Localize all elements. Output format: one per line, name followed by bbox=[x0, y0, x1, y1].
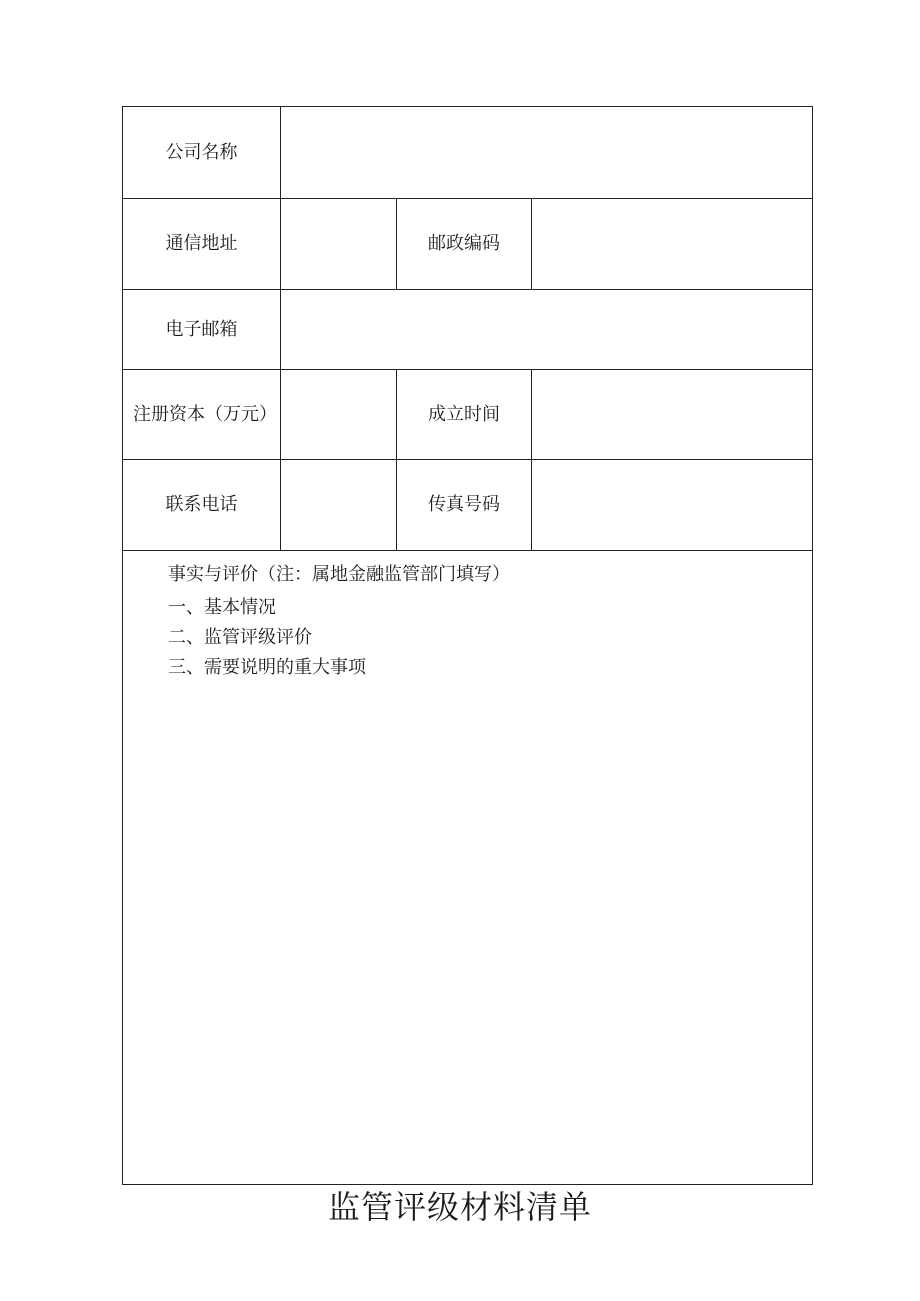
company-info-form bbox=[122, 106, 813, 1185]
address-row bbox=[123, 199, 813, 290]
capital-label: 注册资本（万元） bbox=[123, 370, 281, 460]
notes-item-rating-evaluation: 二、监管评级评价 bbox=[168, 627, 312, 648]
postcode-label: 邮政编码 bbox=[397, 199, 532, 290]
capital-row bbox=[123, 370, 813, 460]
company-name-label: 公司名称 bbox=[123, 107, 281, 199]
founded-field[interactable] bbox=[532, 370, 813, 460]
notes-row bbox=[123, 551, 813, 1185]
address-field[interactable] bbox=[281, 199, 397, 290]
fax-label: 传真号码 bbox=[397, 460, 532, 551]
notes-item-basic-info: 一、基本情况 bbox=[168, 597, 276, 618]
notes-heading: 事实与评价（注：属地金融监管部门填写） bbox=[168, 564, 510, 585]
phone-label: 联系电话 bbox=[123, 460, 281, 551]
phone-row bbox=[123, 460, 813, 551]
founded-label: 成立时间 bbox=[397, 370, 532, 460]
company-name-row bbox=[123, 107, 813, 199]
capital-field[interactable] bbox=[281, 370, 397, 460]
fax-field[interactable] bbox=[532, 460, 813, 551]
materials-list-title: 监管评级材料清单 bbox=[327, 1188, 592, 1226]
email-field[interactable] bbox=[281, 290, 813, 370]
email-label: 电子邮箱 bbox=[123, 290, 281, 370]
company-name-field[interactable] bbox=[281, 107, 813, 199]
postcode-field[interactable] bbox=[532, 199, 813, 290]
phone-field[interactable] bbox=[281, 460, 397, 551]
email-row bbox=[123, 290, 813, 370]
address-label: 通信地址 bbox=[123, 199, 281, 290]
notes-item-major-matters: 三、需要说明的重大事项 bbox=[168, 657, 366, 678]
notes-area[interactable] bbox=[123, 551, 813, 1185]
